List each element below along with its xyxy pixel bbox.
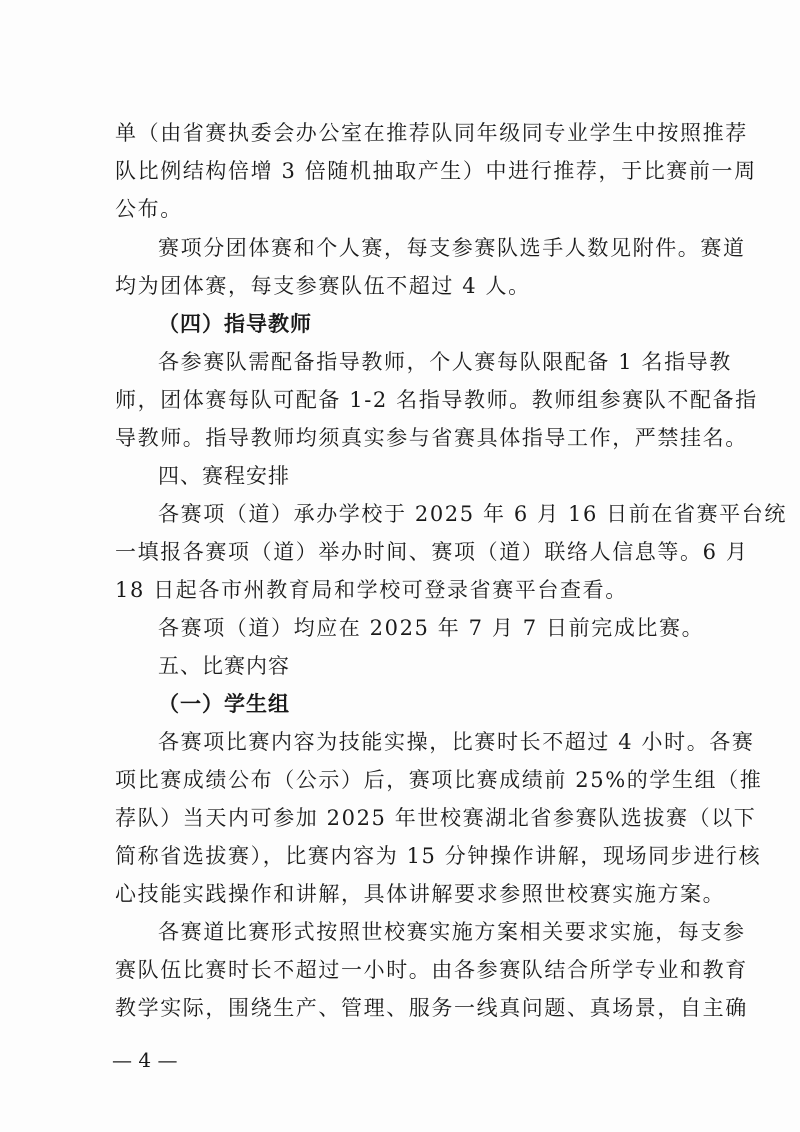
body-text-line: 心技能实践操作和讲解，具体讲解要求参照世校赛实施方案。	[115, 882, 726, 906]
section-heading-content: 五、比赛内容	[158, 654, 290, 678]
section-heading-student-group: （一）学生组	[158, 692, 290, 716]
page-number: — 4 —	[112, 1048, 178, 1072]
paragraph-start: 各赛项比赛内容为技能实操，比赛时长不超过 4 小时。各赛	[158, 730, 755, 754]
body-text-line: 队比例结构倍增 3 倍随机抽取产生）中进行推荐，于比赛前一周	[115, 159, 757, 183]
section-heading-schedule: 四、赛程安排	[158, 464, 290, 488]
paragraph-start: 各赛道比赛形式按照世校赛实施方案相关要求实施，每支参	[158, 920, 746, 944]
body-text-line: 导教师。指导教师均须真实参与省赛具体指导工作，严禁挂名。	[115, 426, 748, 450]
paragraph-start: 各参赛队需配备指导教师，个人赛每队限配备 1 名指导教	[158, 350, 732, 374]
body-text-line: 简称省选拔赛），比赛内容为 15 分钟操作讲解，现场同步进行核	[115, 844, 762, 868]
section-heading-guiding-teachers: （四）指导教师	[158, 312, 312, 336]
body-text-line: 公布。	[115, 197, 183, 221]
body-text-line: 单（由省赛执委会办公室在推荐队同年级同专业学生中按照推荐	[115, 121, 748, 145]
body-text-line: 教学实际，围绕生产、管理、服务一线真问题、真场景，自主确	[115, 996, 748, 1020]
body-text-line: 赛队伍比赛时长不超过一小时。由各参赛队结合所学专业和教育	[115, 958, 748, 982]
body-text-line: 项比赛成绩公布（公示）后，赛项比赛成绩前 25%的学生组（推	[115, 768, 763, 792]
body-text-line: 荐队）当天内可参加 2025 年世校赛湖北省参赛队选拔赛（以下	[115, 806, 757, 830]
body-text-line: 18 日起各市州教育局和学校可登录省赛平台查看。	[115, 578, 628, 602]
paragraph-start: 各赛项（道）均应在 2025 年 7 月 7 日前完成比赛。	[158, 616, 705, 640]
paragraph-start: 赛项分团体赛和个人赛，每支参赛队选手人数见附件。赛道	[158, 236, 746, 260]
paragraph-start: 各赛项（道）承办学校于 2025 年 6 月 16 日前在省赛平台统	[158, 502, 787, 526]
body-text-line: 师，团体赛每队可配备 1-2 名指导教师。教师组参赛队不配备指	[115, 388, 758, 412]
body-text-line: 均为团体赛，每支参赛队伍不超过 4 人。	[115, 274, 531, 298]
body-text-line: 一填报各赛项（道）举办时间、赛项（道）联络人信息等。6 月	[115, 540, 749, 564]
